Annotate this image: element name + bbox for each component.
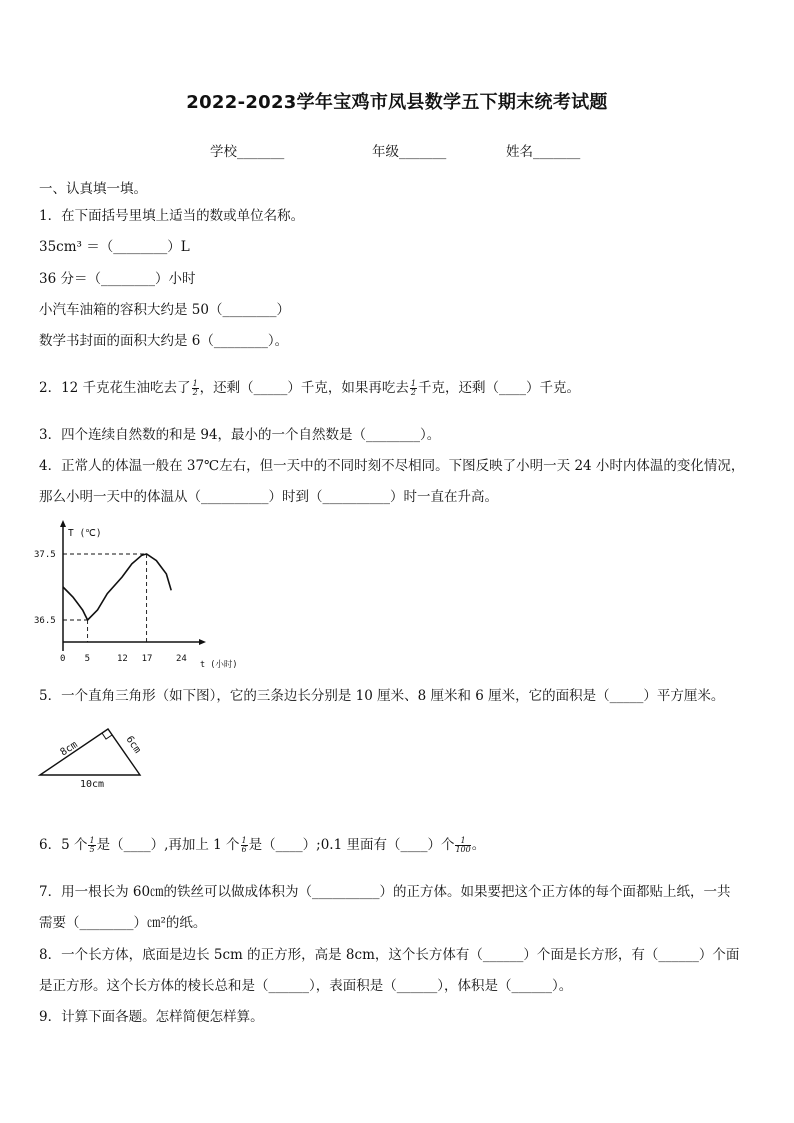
section-heading: 一、认真填一填。 xyxy=(39,181,147,197)
y-axis-arrow xyxy=(60,520,66,527)
right-angle-marker xyxy=(102,733,112,739)
fraction xyxy=(410,380,417,397)
q6-line xyxy=(39,836,485,854)
q9-text: 9．计算下面各题。怎样简便怎样算。 xyxy=(39,1009,264,1025)
fraction-denominator: 6 xyxy=(241,845,247,854)
side-label-6cm: 6cm xyxy=(123,734,143,756)
q7-line1: 7．用一根长为 60㎝的铁丝可以做成体积为（__________）的正方体。如果要把这个正方体的每个面都贴上纸，一共 xyxy=(39,884,731,900)
x-tick-label: 0 xyxy=(60,654,66,664)
fraction-numerator: 1 xyxy=(455,837,470,846)
x-axis-arrow xyxy=(199,639,206,645)
q1-item-b: 36 分＝（________）小时 xyxy=(39,271,196,287)
q4-line2: 那么小明一天中的体温从（__________）时到（__________）时一直在升高。 xyxy=(39,489,498,505)
q1-item-c: 小汽车油箱的容积大约是 50（________） xyxy=(39,302,290,318)
q8-line2: 是正方形。这个长方体的棱长总和是（______），表面积是（______），体积是（______）。 xyxy=(39,978,573,994)
q6-text-2: 是（____）,再加上 1 个 xyxy=(96,837,240,853)
q5-text: 5．一个直角三角形（如下图），它的三条边长分别是 10 厘米、8 厘米和 6 厘米，它的面积是（_____）平方厘米。 xyxy=(39,688,725,704)
side-label-10cm: 10cm xyxy=(80,779,105,790)
q2-text-2: ，还剩（_____）千克，如果再吃去 xyxy=(199,380,409,396)
grade-field[interactable]: 年级_______ xyxy=(372,144,447,160)
q1-prompt: 1．在下面括号里填上适当的数或单位名称。 xyxy=(39,208,305,224)
fraction-denominator: 2 xyxy=(410,388,416,397)
q8-line1: 8．一个长方体，底面是边长 5cm 的正方形，高是 8cm，这个长方体有（______）个面是长方形，有（______）个面 xyxy=(39,947,740,963)
q2-line xyxy=(39,379,580,397)
fraction-denominator: 100 xyxy=(455,845,471,854)
y-tick-label: 36.5 xyxy=(34,616,56,626)
fraction-numerator: 1 xyxy=(89,836,95,845)
q2-text-1: 2．12 千克花生油吃去了 xyxy=(39,380,191,396)
x-tick-label: 5 xyxy=(84,654,91,664)
x-tick-label: 17 xyxy=(141,654,153,664)
q1-item-d: 数学书封面的面积大约是 6（________）。 xyxy=(39,333,289,349)
q6-text-3: 是（____）;0.1 里面有（____）个 xyxy=(248,837,455,853)
x-tick-label: 24 xyxy=(176,654,187,664)
school-field[interactable]: 学校_______ xyxy=(210,144,285,160)
y-axis-label: T (℃) xyxy=(68,528,102,539)
q6-text-4: 。 xyxy=(471,837,486,853)
x-axis-label: t (小时) xyxy=(200,660,238,670)
fraction xyxy=(88,837,95,854)
q6-text-1: 6．5 个 xyxy=(39,837,88,853)
q3-text: 3．四个连续自然数的和是 94，最小的一个自然数是（________）。 xyxy=(39,427,441,443)
fraction-denominator: 5 xyxy=(89,845,95,854)
fraction xyxy=(455,837,470,854)
triangle xyxy=(40,729,143,775)
page-title: 2022-2023学年宝鸡市凤县数学五下期末统考试题 xyxy=(186,92,608,113)
y-tick-label: 37.5 xyxy=(34,550,56,560)
side-label-8cm: 8cm xyxy=(58,739,80,759)
name-field[interactable]: 姓名_______ xyxy=(506,144,581,160)
q4-line1: 4．正常人的体温一般在 37℃左右，但一天中的不同时刻不尽相同。下图反映了小明一天 24 小时内体温的变化情况， xyxy=(39,458,745,474)
right-triangle-figure xyxy=(36,722,156,792)
fraction-numerator: 1 xyxy=(241,836,247,845)
fraction xyxy=(192,380,199,397)
q7-line2: 需要（________）㎝²的纸。 xyxy=(39,915,207,931)
temperature-series-line xyxy=(63,554,171,620)
fraction-numerator: 1 xyxy=(192,379,198,388)
temperature-chart xyxy=(30,516,240,676)
q2-text-3: 千克，还剩（____）千克。 xyxy=(418,380,580,396)
q1-item-a: 35cm³ ＝（________）L xyxy=(39,239,190,255)
x-tick-label: 12 xyxy=(117,654,128,664)
fraction xyxy=(241,837,248,854)
fraction-denominator: 2 xyxy=(192,388,198,397)
fraction-numerator: 1 xyxy=(410,379,416,388)
